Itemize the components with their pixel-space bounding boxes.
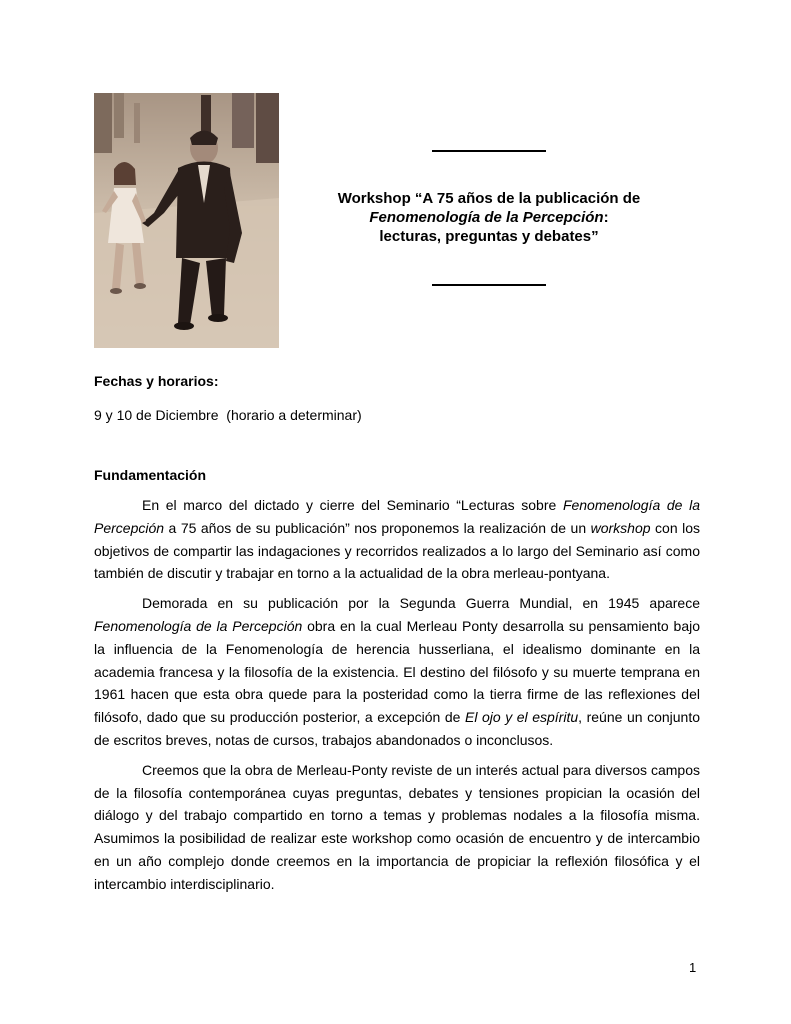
title-line-2-suffix: : [603,209,609,226]
title-book-name: Fenomenología de la Percepción [369,209,604,226]
workshop-title-block [300,150,678,286]
title-line-3: lecturas, preguntas y debates” [379,228,599,245]
title-line-2 [300,208,678,227]
workshop-title [300,189,678,246]
text-run: Creemos que la obra de Merleau-Ponty reviste de un interés actual para diversos campos de la filosofía contemporánea cuyas preguntas, debates y tensiones propician la ocasión del diálogo y del trabajo compartido en torno a temas y problemas nodales a la filosofía misma. Asumimos la posibilidad de realizar este workshop como ocasión de encuentro y de intercambio en un año complejo donde creemos en la importancia de propiciar la reflexión filosófica y el intercambio interdisciplinario. [94,761,700,892]
fundamentacion-heading: Fundamentación [94,467,207,483]
text-run: a 75 años de su publicación” nos proponemos la realización de un [164,519,591,536]
text-run: Demorada en su publicación por la Segunda Guerra Mundial, en 1945 aparece [142,595,700,612]
paragraph-3 [94,759,700,896]
paragraph-2 [94,592,700,752]
sepia-photo-graphic [94,93,279,348]
text-run: En el marco del dictado y cierre del Seminario “Lecturas sobre [142,497,563,513]
header-photo [94,93,279,348]
paragraph-1 [94,494,700,585]
title-bottom-rule [432,284,546,286]
italic-text-run: workshop [590,519,651,536]
title-top-rule [432,150,546,152]
title-line-1: Workshop “A 75 años de la publicación de [337,190,641,207]
fundamentacion-body [94,494,700,896]
schedule-heading: Fechas y horarios: [94,373,219,389]
text-run: , reúne un conjunto de escritos breves, notas de cursos, trabajos abandonados o inconclusos. [94,709,700,748]
page-number: 1 [689,960,697,975]
italic-text-run: Fenomenología de la Percepción [94,617,303,634]
schedule-dates: 9 y 10 de Diciembre (horario a determinar) [94,407,362,423]
italic-text-run: El ojo y el espíritu [464,709,579,726]
text-run: obra en la cual Merleau Ponty desarrolla su pensamiento bajo la influencia de la Fenomenología de herencia husserliana, el idealismo dominante en la academia francesa y la filosofía de la existencia. El destino del filósofo y su muerte temprana en 1961 hacen que esta obra quede para la posteridad como la tierra firme de las reflexiones del filósofo, dado que su producción posterior, a excepción de [94,617,700,726]
text-run: con los objetivos de compartir las indagaciones y recorridos realizados a lo largo del Seminario así como también de discutir y trabajar en torno a la actualidad de la obra merleau-pontyana. [94,519,701,582]
italic-text-run: Fenomenología de la Percepción [94,497,700,536]
